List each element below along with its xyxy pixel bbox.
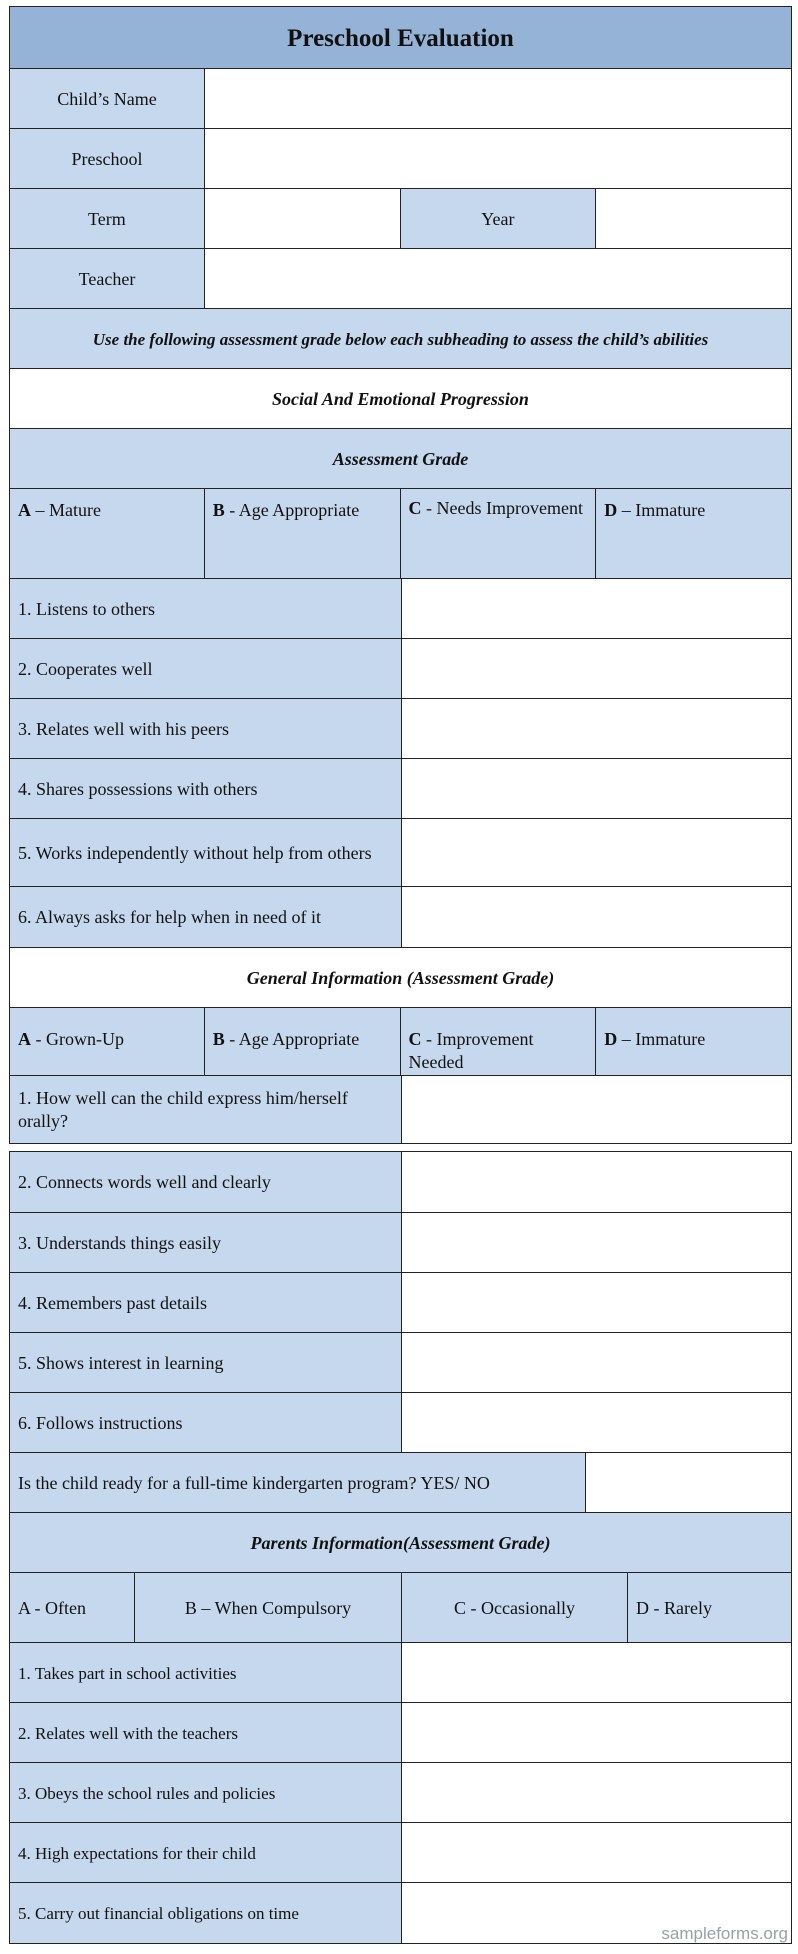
section2-heading: General Information (Assessment Grade) xyxy=(9,947,792,1009)
section1-item-answer[interactable] xyxy=(401,578,792,640)
section2-grade-a: A - Grown-Up xyxy=(9,1007,205,1077)
table-row xyxy=(9,1763,792,1824)
section2-grades-row xyxy=(9,1008,792,1077)
section3-item-answer[interactable] xyxy=(401,1642,792,1704)
section1-item-label: 2. Cooperates well xyxy=(9,638,402,700)
section3-grade-d: D - Rarely xyxy=(627,1572,792,1644)
table-row xyxy=(9,1703,792,1764)
section3-item-label: 2. Relates well with the teachers xyxy=(9,1702,402,1764)
section1-heading-row xyxy=(9,369,792,430)
preschool-row xyxy=(9,129,792,190)
watermark: sampleforms.org xyxy=(661,1924,788,1943)
section1-grade-heading: Assessment Grade xyxy=(9,428,792,490)
section3-grade-a: A - Often xyxy=(9,1572,135,1644)
section2-grade-b: B - Age Appropriate xyxy=(204,1007,401,1077)
section3-item-answer[interactable] xyxy=(401,1822,792,1884)
section3-item-label: 4. High expectations for their child xyxy=(9,1822,402,1884)
teacher-label: Teacher xyxy=(9,248,205,310)
preschool-label: Preschool xyxy=(9,128,205,190)
section3-item-answer[interactable] xyxy=(401,1762,792,1824)
table-row xyxy=(9,1152,792,1214)
childs-name-field[interactable] xyxy=(204,68,792,130)
section2-item-label: 3. Understands things easily xyxy=(9,1212,402,1274)
table-row xyxy=(9,1076,792,1144)
section1-item-answer[interactable] xyxy=(401,818,792,888)
section1-grade-b: B - Age Appropriate xyxy=(204,488,401,580)
section2-item-answer[interactable] xyxy=(401,1272,792,1334)
section1-item-answer[interactable] xyxy=(401,698,792,760)
table-row xyxy=(9,759,792,820)
childs-name-row xyxy=(9,69,792,130)
section1-item-label: 6. Always asks for help when in need of it xyxy=(9,886,402,949)
term-field[interactable] xyxy=(204,188,401,250)
section2-grade-c: C - Improvement Needed xyxy=(400,1007,597,1077)
section1-grade-heading-row xyxy=(9,429,792,490)
section2-item-answer[interactable] xyxy=(401,1212,792,1274)
table-row xyxy=(9,699,792,760)
section3-grades-row xyxy=(9,1573,792,1644)
year-field[interactable] xyxy=(595,188,792,250)
section1-grades-row xyxy=(9,489,792,580)
section3-item-label: 5. Carry out financial obligations on time xyxy=(9,1882,402,1944)
instruction-row xyxy=(9,309,792,370)
instruction-text: Use the following assessment grade below each subheading to assess the child’s abilities xyxy=(9,308,792,370)
section2-heading-row xyxy=(9,948,792,1009)
section1-item-answer[interactable] xyxy=(401,758,792,820)
section3-item-label: 1. Takes part in school activities xyxy=(9,1642,402,1704)
section2-item-label: 6. Follows instructions xyxy=(9,1392,402,1454)
table-row xyxy=(9,1393,792,1454)
table-row xyxy=(9,579,792,640)
section2-item-answer[interactable] xyxy=(401,1392,792,1454)
section2-item-label: 1. How well can the child express him/herself orally? xyxy=(9,1075,402,1144)
section2-grade-d: D – Immature xyxy=(595,1007,792,1077)
title-row xyxy=(9,7,792,70)
section2-item-answer[interactable] xyxy=(401,1075,792,1144)
teacher-row xyxy=(9,249,792,310)
section1-item-answer[interactable] xyxy=(401,638,792,700)
section2-item-answer[interactable] xyxy=(401,1151,792,1214)
year-label: Year xyxy=(400,188,597,250)
ready-question-label: Is the child ready for a full-time kindergarten program? YES/ NO xyxy=(9,1452,586,1514)
table-row xyxy=(9,887,792,949)
section2-item-label: 5. Shows interest in learning xyxy=(9,1332,402,1394)
term-label: Term xyxy=(9,188,205,250)
section1-grade-d: D – Immature xyxy=(595,488,792,580)
section1-item-answer[interactable] xyxy=(401,886,792,949)
table-row xyxy=(9,639,792,700)
section1-item-label: 5. Works independently without help from others xyxy=(9,818,402,888)
section2-item-label: 2. Connects words well and clearly xyxy=(9,1151,402,1214)
table-row xyxy=(9,1643,792,1704)
teacher-field[interactable] xyxy=(204,248,792,310)
table-row xyxy=(9,1213,792,1274)
section1-grade-c: C - Needs Improvement xyxy=(400,488,597,580)
preschool-field[interactable] xyxy=(204,128,792,190)
section2-item-answer[interactable] xyxy=(401,1332,792,1394)
table-row xyxy=(9,1273,792,1334)
form-title: Preschool Evaluation xyxy=(9,6,792,70)
section1-grade-a: A – Mature xyxy=(9,488,205,580)
section1-heading: Social And Emotional Progression xyxy=(9,368,792,430)
table-row xyxy=(9,1333,792,1394)
section3-heading-row xyxy=(9,1513,792,1574)
section1-item-label: 4. Shares possessions with others xyxy=(9,758,402,820)
section3-grade-c: C - Occasionally xyxy=(401,1572,628,1644)
childs-name-label: Child’s Name xyxy=(9,68,205,130)
table-row xyxy=(9,819,792,888)
ready-question-row xyxy=(9,1453,792,1514)
section1-item-label: 3. Relates well with his peers xyxy=(9,698,402,760)
table-row xyxy=(9,1823,792,1884)
section3-item-answer[interactable] xyxy=(401,1702,792,1764)
section3-heading: Parents Information(Assessment Grade) xyxy=(9,1512,792,1574)
section1-item-label: 1. Listens to others xyxy=(9,578,402,640)
term-year-row xyxy=(9,189,792,250)
section3-grade-b: B – When Compulsory xyxy=(134,1572,402,1644)
ready-question-answer[interactable] xyxy=(585,1452,792,1514)
section2-item-label: 4. Remembers past details xyxy=(9,1272,402,1334)
section3-item-label: 3. Obeys the school rules and policies xyxy=(9,1762,402,1824)
